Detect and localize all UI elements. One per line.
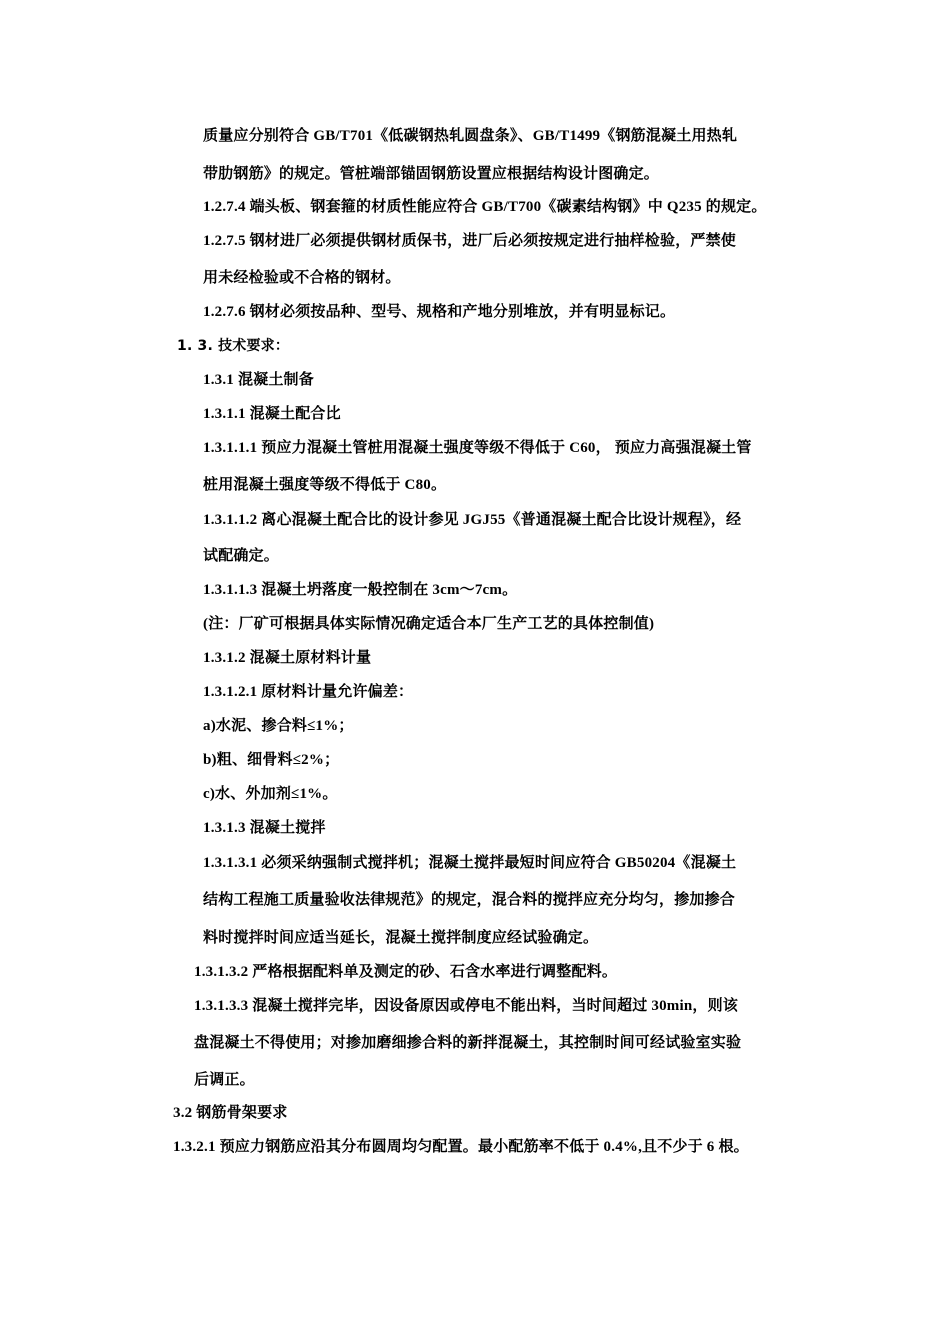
list-item: c)水、外加剂≤1%。 (203, 786, 338, 802)
text-line: 盘混凝土不得使用；对掺加磨细掺合料的新拌混凝土，其控制时间可经试验室实验 (194, 1035, 742, 1051)
text-line: 试配确定。 (203, 548, 280, 564)
text-line: 后调正。 (194, 1072, 255, 1088)
section-heading: 1. 3. 技术要求： (177, 338, 290, 354)
text-line: 1.3.1.1.3 混凝土坍落度一般控制在 3cm～7cm。 (203, 582, 518, 598)
section-heading: 1.3.1.1 混凝土配合比 (203, 406, 341, 422)
text-line: 1.3.1.3.1 必须采纳强制式搅拌机；混凝土搅拌最短时间应符合 GB50204《混凝土 (203, 855, 737, 871)
text-line: 1.2.7.4 端头板、钢套箍的材质性能应符合 GB/T700《碳素结构钢》中 Q235 的规定。 (203, 199, 767, 215)
list-item: b)粗、细骨料≤2%； (203, 752, 340, 768)
text-line: 1.2.7.5 钢材进厂必须提供钢材质保书，进厂后必须按规定进行抽样检验，严禁使 (203, 233, 737, 249)
section-heading: 1.3.1.3 混凝土搅拌 (203, 820, 326, 836)
text-line: 桩用混凝土强度等级不得低于 C80。 (203, 477, 447, 493)
text-line: 1.3.1.2.1 原材料计量允许偏差： (203, 684, 414, 700)
text-line: 1.3.1.3.3 混凝土搅拌完毕，因设备原因或停电不能出料，当时间超过 30min，则该 (194, 998, 739, 1014)
text-line: 1.3.2.1 预应力钢筋应沿其分布圆周均匀配置。最小配筋率不低于 0.4%,且不少于 6 根。 (173, 1139, 749, 1155)
text-line: 1.3.1.1.1 预应力混凝土管桩用混凝土强度等级不得低于 C60， 预应力高强混凝土管 (203, 440, 752, 456)
section-heading: 1.3.1.2 混凝土原材料计量 (203, 650, 372, 666)
text-line: 质量应分别符合 GB/T701《低碳钢热轧圆盘条》、GB/T1499《钢筋混凝土用热轧 (203, 128, 738, 144)
text-line: 带肋钢筋》的规定。管桩端部锚固钢筋设置应根据结构设计图确定。 (203, 166, 660, 182)
text-line: 结构工程施工质量验收法律规范》的规定，混合料的搅拌应充分均匀，掺加掺合 (203, 892, 736, 908)
text-line: 用未经检验或不合格的钢材。 (203, 270, 401, 286)
text-line: 1.3.1.3.2 严格根据配料单及测定的砂、石含水率进行调整配料。 (194, 964, 618, 980)
section-heading: 3.2 钢筋骨架要求 (173, 1105, 288, 1121)
note-line: (注：厂矿可根据具体实际情况确定适合本厂生产工艺的具体控制值) (203, 616, 655, 632)
section-heading: 1.3.1 混凝土制备 (203, 372, 314, 388)
list-item: a)水泥、掺合料≤1%； (203, 718, 354, 734)
text-line: 料时搅拌时间应适当延长，混凝土搅拌制度应经试验确定。 (203, 930, 599, 946)
text-line: 1.3.1.1.2 离心混凝土配合比的设计参见 JGJ55《普通混凝土配合比设计规程》，经 (203, 512, 742, 528)
text-line: 1.2.7.6 钢材必须按品种、型号、规格和产地分别堆放，并有明显标记。 (203, 304, 676, 320)
